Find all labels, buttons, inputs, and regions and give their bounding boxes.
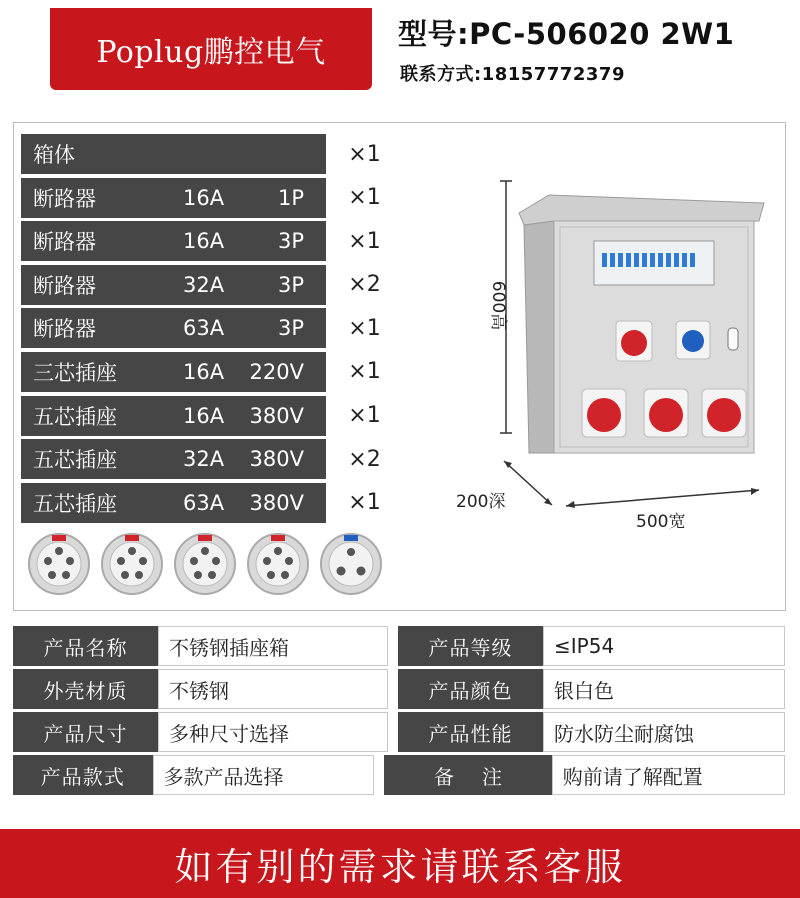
item-current: 63A [183,316,225,341]
item-current: 16A [183,359,225,384]
item-current: 16A [183,185,225,210]
brand-name: Poplug鹏控电气 [96,35,326,70]
config-row [21,178,403,218]
item-current: 32A [183,447,225,472]
brand-banner [50,8,372,90]
item-name: 断路器 [33,186,96,211]
height-dimension-label: 600高 [488,280,509,331]
item-spec: 380V [249,447,304,472]
spec-value: 多种尺寸选择 [158,712,388,752]
item-spec: 380V [249,403,304,428]
spec-value: 购前请了解配置 [552,755,785,795]
config-row [21,483,403,523]
spec-label: 产品名称 [13,626,158,666]
item-current: 63A [183,490,225,515]
item-current: 32A [183,272,225,297]
item-name: 断路器 [33,317,96,342]
item-name: 五芯插座 [33,448,117,473]
item-spec: 220V [249,359,304,384]
spec-value: 银白色 [543,669,785,709]
item-qty: ×1 [326,396,403,436]
item-qty: ×1 [326,178,403,218]
spec-row [13,626,785,666]
spec-label: 产品款式 [13,755,153,795]
spec-label: 外壳材质 [13,669,158,709]
item-qty: ×1 [326,134,403,174]
spec-label: 产品尺寸 [13,712,158,752]
socket-5pin-icon [245,531,311,597]
contact-info: 联系方式:18157772379 [400,64,625,85]
spec-row [13,755,785,795]
item-spec: 1P [277,185,304,210]
item-qty: ×1 [326,221,403,261]
spec-value: 多款产品选择 [153,755,375,795]
spec-label: 产品性能 [398,712,543,752]
socket-3pin-icon [318,531,384,597]
item-name: 箱体 [33,143,75,167]
item-spec: 380V [249,490,304,515]
item-qty: ×1 [326,352,403,392]
item-name: 三芯插座 [33,360,117,385]
model-number: 型号:PC-506020 2W1 [398,17,735,51]
item-spec: 3P [277,272,304,297]
item-qty: ×1 [326,483,403,523]
width-dimension-label: 500宽 [636,512,686,532]
socket-5pin-icon [172,531,238,597]
spec-row [13,712,785,752]
config-row [21,396,403,436]
spec-value: ≤IP54 [543,626,785,666]
spec-row [13,669,785,709]
config-row [21,352,403,392]
config-row [21,221,403,261]
item-current: 16A [183,229,225,254]
spec-value: 不锈钢 [158,669,388,709]
spec-value: 防水防尘耐腐蚀 [543,712,785,752]
config-row [21,134,403,174]
item-name: 断路器 [33,273,96,298]
footer-text: 如有别的需求请联系客服 [174,845,626,889]
spec-value: 不锈钢插座箱 [158,626,388,666]
socket-thumbnails [26,531,384,597]
cabinet-illustration [454,163,774,583]
item-name: 五芯插座 [33,404,117,429]
depth-dimension-label: 200深 [456,492,506,512]
spec-table [13,626,785,798]
config-panel [13,122,786,611]
config-row [21,308,403,348]
config-row [21,265,403,305]
socket-5pin-icon [26,531,92,597]
item-name: 断路器 [33,230,96,255]
config-list [21,134,403,526]
item-qty: ×2 [326,265,403,305]
item-name: 五芯插座 [33,491,117,516]
item-spec: 3P [277,316,304,341]
socket-5pin-icon [99,531,165,597]
spec-label: 产品颜色 [398,669,543,709]
spec-label: 备注 [384,755,552,795]
item-spec: 3P [277,229,304,254]
config-row [21,439,403,479]
item-qty: ×1 [326,308,403,348]
footer-banner [0,829,800,898]
item-current: 16A [183,403,225,428]
spec-label: 产品等级 [398,626,543,666]
item-qty: ×2 [326,439,403,479]
